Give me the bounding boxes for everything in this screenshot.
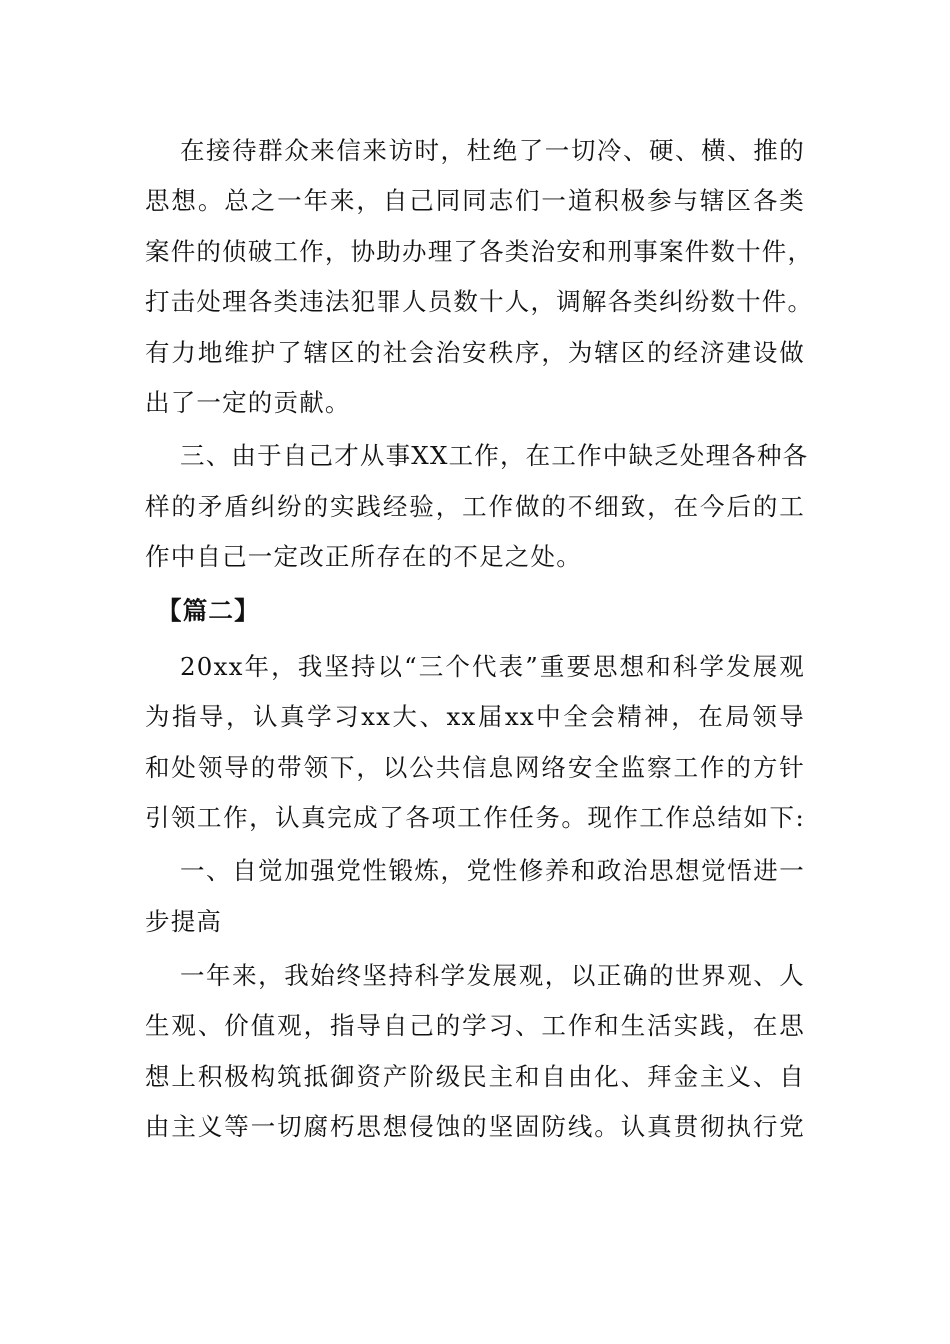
- paragraph-5-line-4: 由主义等一切腐朽思想侵蚀的坚固防线。认真贯彻执行党: [145, 1112, 805, 1141]
- paragraph-5-line-1: 一年来，我始终坚持科学发展观，以正确的世界观、人: [180, 961, 805, 990]
- section-heading: 【篇二】: [157, 596, 260, 625]
- paragraph-1-line-4: 打击处理各类违法犯罪人员数十人，调解各类纠纷数十件。: [145, 287, 814, 316]
- paragraph-3-line-2: 为指导，认真学习xx大、xx届xx中全会精神，在局领导: [145, 702, 805, 731]
- paragraph-4-line-2: 步提高: [145, 907, 223, 936]
- paragraph-1-line-1: 在接待群众来信来访时，杜绝了一切冷、硬、横、推的: [180, 136, 805, 165]
- paragraph-3-line-1: 20xx年，我坚持以“三个代表”重要思想和科学发展观: [180, 652, 805, 681]
- paragraph-1-line-2: 思想。总之一年来，自己同同志们一道积极参与辖区各类: [145, 186, 805, 215]
- paragraph-4-line-1: 一、自觉加强党性锻炼，党性修养和政治思想觉悟进一: [180, 856, 805, 885]
- paragraph-3-line-4: 引领工作，认真完成了各项工作任务。现作工作总结如下:: [145, 803, 805, 832]
- paragraph-1-line-3: 案件的侦破工作，协助办理了各类治安和刑事案件数十件，: [145, 237, 814, 266]
- paragraph-1-line-5: 有力地维护了辖区的社会治安秩序，为辖区的经济建设做: [145, 338, 805, 367]
- paragraph-3-line-3: 和处领导的带领下，以公共信息网络安全监察工作的方针: [145, 753, 805, 782]
- paragraph-2-line-1: 三、由于自己才从事XX工作，在工作中缺乏处理各种各: [180, 441, 809, 470]
- paragraph-1-line-6: 出了一定的贡献。: [145, 388, 351, 417]
- paragraph-2-line-3: 作中自己一定改正所存在的不足之处。: [145, 542, 582, 571]
- paragraph-5-line-2: 生观、价值观，指导自己的学习、工作和生活实践，在思: [145, 1011, 805, 1040]
- paragraph-5-line-3: 想上积极构筑抵御资产阶级民主和自由化、拜金主义、自: [145, 1062, 805, 1091]
- paragraph-2-line-2: 样的矛盾纠纷的实践经验，工作做的不细致，在今后的工: [145, 492, 805, 521]
